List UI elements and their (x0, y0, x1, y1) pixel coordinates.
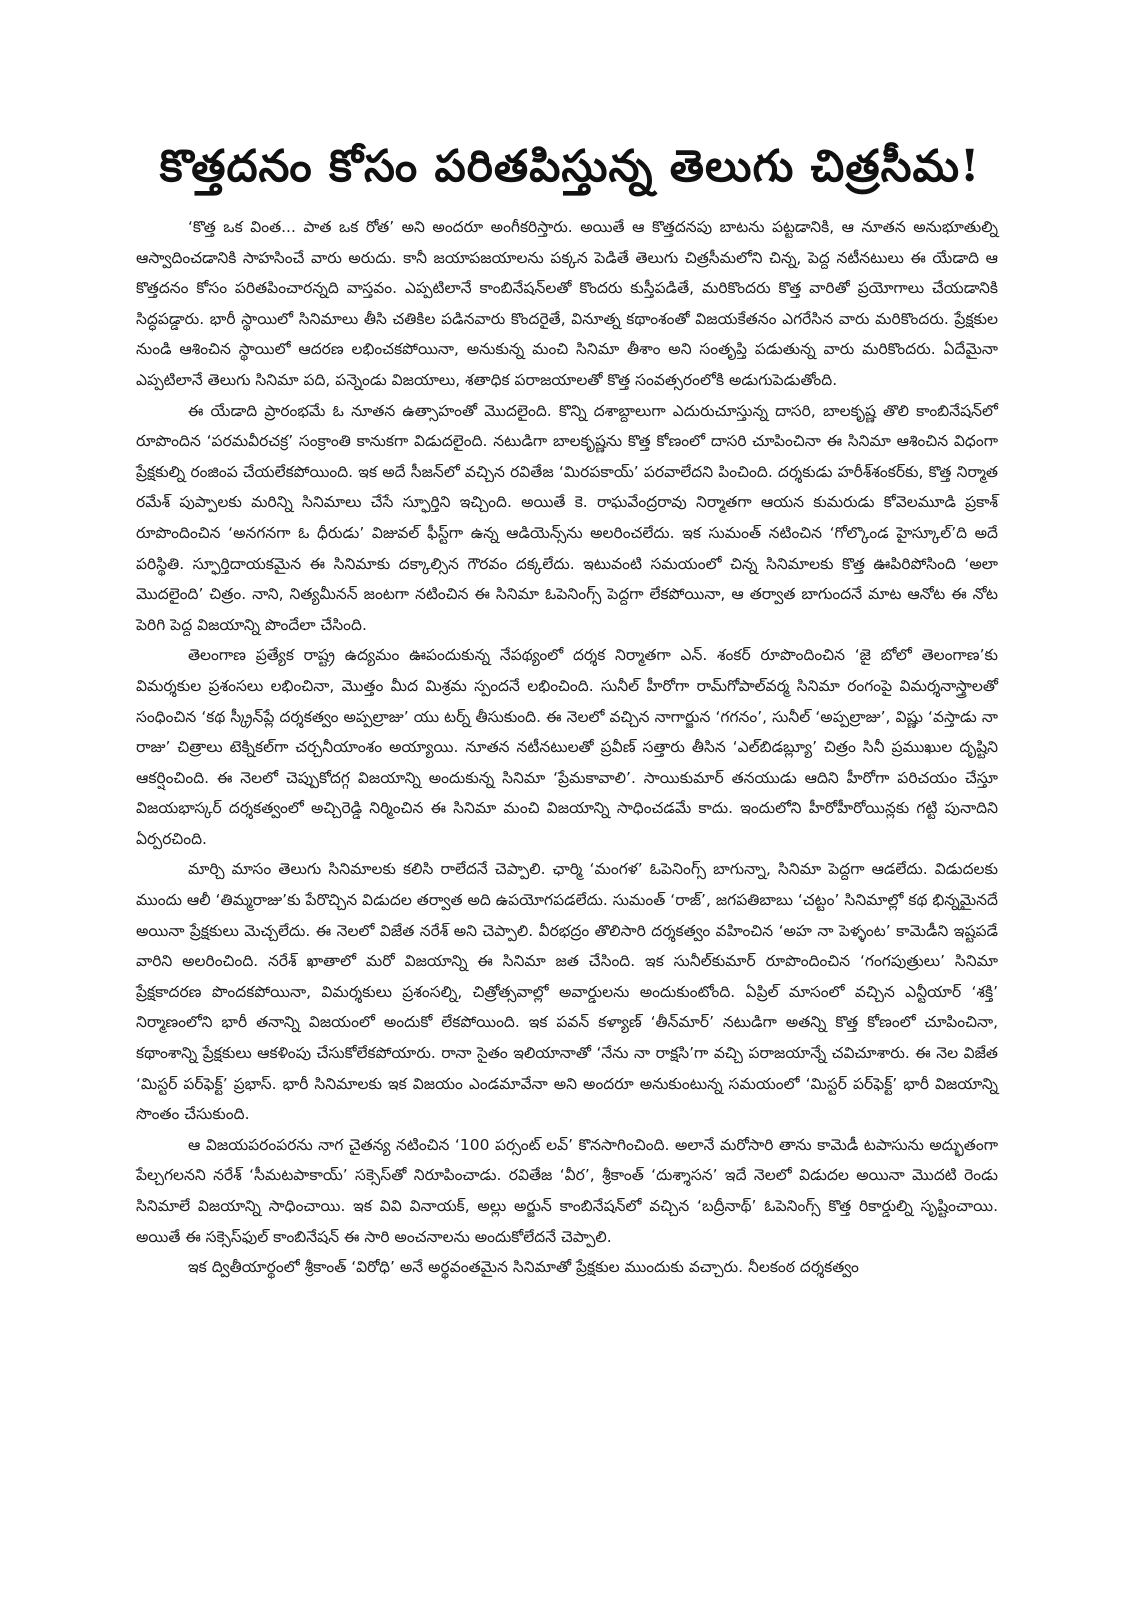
paragraph-6: ఇక ద్వితీయార్థంలో శ్రీకాంత్ ‘విరోధి’ అనే అర్థవంతమైన సినిమాతో ప్రేక్షకుల ముందుకు వచ్చారు. నీలకంఠ దర్శకత్వం (188, 1258, 859, 1277)
paragraph-5: ఆ విజయపరంపరను నాగ చైతన్య నటించిన ‘100 పర్సంట్ లవ్’ కొనసాగించింది. అలానే మరోసారి తాను కామెడీ టపాసును అద్భుతంగా పేల్చగలనని నరేశ్ ‘సీమటపాకాయ్’ సక్సెస్‌తో నిరూపించాడు. రవితేజ ‘వీర’, శ్రీకాంత్ ‘దుశ్శాసన’ ఇదే నెలలో విడుదల అయినా మొదటి రెండు సినిమాలే విజయాన్ని సాధించాయి. ఇక వివి వినాయక్, అల్లు అర్జున్ కాంబినేషన్‌లో వచ్చిన ‘బద్రీనాథ్’ ఓపెనింగ్స్ కొత్త రికార్డుల్ని సృష్టించాయి. అయితే ఈ సక్సెస్‌ఫుల్ కాంబినేషన్ ఈ సారి అంచనాలను అందుకోలేదనే చెప్పాలి. (136, 1135, 998, 1246)
article-title: కొత్తదనం కోసం పరితపిస్తున్న తెలుగు చిత్రసీమ! (159, 141, 981, 193)
paragraph-4: మార్చి మాసం తెలుగు సినిమాలకు కలిసి రాలేదనే చెప్పాలి. ఛార్మి ‘మంగళ’ ఓపెనింగ్స్ బాగున్నా, సినిమా పెద్దగా ఆడలేదు. విడుదలకు ముందు ఆలీ ‘తిమ్మరాజు’కు పేరొచ్చిన విడుదల తర్వాత అది ఉపయోగపడలేదు. సుమంత్ ‘రాజ్’, జగపతిబాబు ‘చట్టం’ సినిమాల్లో కథ భిన్నమైనదే అయినా ప్రేక్షకులు మెచ్చలేదు. ఈ నెలలో విజేత నరేశ్ అని చెప్పాలి. వీరభద్రం తొలిసారి దర్శకత్వం వహించిన ‘అహ నా పెళ్ళంట’ కామెడీని ఇష్టపడే వారిని అలరించింది. నరేశ్ ఖాతాలో మరో విజయాన్ని ఈ సినిమా జత చేసింది. ఇక సునీల్‌కుమార్ రూపొందించిన ‘గంగపుత్రులు’ సినిమా ప్రేక్షకాదరణ పొందకపోయినా, విమర్శకులు ప్రశంసల్ని, చిత్రోత్సవాల్లో అవార్డులను అందుకుంటోంది. ఏప్రిల్ మాసంలో వచ్చిన ఎన్టీయార్ ‘శక్తి’ నిర్మాణంలోని భారీ తనాన్ని విజయంలో అందుకో లేకపోయింది. ఇక పవన్ కళ్యాణ్ ‘తీన్‌మార్’ నటుడిగా అతన్ని కొత్త కోణంలో చూపించినా, కథాంశాన్ని ప్రేక్షకులు ఆకళింపు చేసుకోలేకపోయారు. రానా సైతం ఇలియానాతో ‘నేను నా రాక్షసి’గా వచ్చి పరాజయాన్నే చవిచూశారు. ఈ నెల విజేత ‘మిస్టర్ పర్‌ఫెక్ట్’ ప్రభాస్. భారీ సినిమాలకు ఇక విజయం ఎండమావేనా అని అందరూ అనుకుంటున్న సమయంలో ‘మిస్టర్ పర్‌ఫెక్ట్’ భారీ విజయాన్ని సొంతం చేసుకుంది. (136, 860, 998, 1124)
article-body (136, 212, 998, 1283)
paragraph-2: ఈ యేడాది ప్రారంభమే ఓ నూతన ఉత్సాహంతో మొదలైంది. కొన్ని దశాబ్దాలుగా ఎదురుచూస్తున్న దాసరి, బాలకృష్ణ తొలి కాంబినేషన్‌లో రూపొందిన ‘పరమవీరచక్ర’ సంక్రాంతి కానుకగా విడుదలైంది. నటుడిగా బాలకృష్ణను కొత్త కోణంలో దాసరి చూపించినా ఈ సినిమా ఆశించిన విధంగా ప్రేక్షకుల్ని రంజింప చేయలేకపోయింది. ఇక అదే సీజన్‌లో వచ్చిన రవితేజ ‘మిరపకాయ్’ పరవాలేదని పించింది. దర్శకుడు హరీశ్‌శంకర్‌కు, కొత్త నిర్మాత రమేశ్ పుప్పాలకు మరిన్ని సినిమాలు చేసే స్ఫూర్తిని ఇచ్చింది. అయితే కె. రాఘవేంద్రరావు నిర్మాతగా ఆయన కుమరుడు కోవెలమూడి ప్రకాశ్ రూపొందించిన ‘అనగనగా ఓ ధీరుడు’ విజువల్ ఫీస్ట్‌గా ఉన్న ఆడియెన్స్‌ను అలరించలేదు. ఇక సుమంత్ నటించిన ‘గోల్కొండ హైస్కూల్’ది అదే పరిస్థితి. స్ఫూర్తిదాయకమైన ఈ సినిమాకు దక్కాల్సిన గౌరవం దక్కలేదు. ఇటువంటి సమయంలో చిన్న సినిమాలకు కొత్త ఊపిరిపోసింది ‘అలా మొదలైంది’ చిత్రం. నాని, నిత్యమీనన్ జంటగా నటించిన ఈ సినిమా ఓపెనింగ్స్ పెద్దగా లేకపోయినా, ఆ తర్వాత బాగుందనే మాట ఆనోట ఈ నోట పెరిగి పెద్ద విజయాన్ని పొందేలా చేసింది. (136, 401, 998, 634)
paragraph-1: ‘కొత్త ఒక వింత... పాత ఒక రోత’ అని అందరూ అంగీకరిస్తారు. అయితే ఆ కొత్తదనపు బాటను పట్టడానికి, ఆ నూతన అనుభూతుల్ని ఆస్వాదించడానికి సాహసించే వారు అరుదు. కానీ జయాపజయాలను పక్కన పెడితే తెలుగు చిత్రసీమలోని చిన్న, పెద్ద నటీనటులు ఈ యేడాది ఆ కొత్తదనం కోసం పరితపించారన్నది వాస్తవం. ఎప్పటిలానే కాంబినేషన్‌లతో కొందరు కుస్తీపడితే, మరికొందరు కొత్త వారితో ప్రయోగాలు చేయడానికి సిద్ధపడ్డారు. భారీ స్థాయిలో సినిమాలు తీసి చతికిల పడినవారు కొందరైతే, వినూత్న కథాంశంతో విజయకేతనం ఎగరేసిన వారు మరికొందరు. ప్రేక్షకుల నుండి ఆశించిన స్థాయిలో ఆదరణ లభించకపోయినా, అనుకున్న మంచి సినిమా తీశాం అని సంతృప్తి పడుతున్న వారు మరికొందరు. ఏదేమైనా ఎప్పటిలానే తెలుగు సినిమా పది, పన్నెండు విజయాలు, శతాధిక పరాజయాలతో కొత్త సంవత్సరంలోకి అడుగుపెడుతోంది. (136, 218, 998, 389)
paragraph-3: తెలంగాణ ప్రత్యేక రాష్ట్ర ఉద్యమం ఊపందుకున్న నేపథ్యంలో దర్శక నిర్మాతగా ఎన్. శంకర్ రూపొందించిన ‘జై బోలో తెలంగాణ’కు విమర్శకుల ప్రశంసలు లభించినా, మొత్తం మీద మిశ్రమ స్పందనే లభించింది. సునీల్ హీరోగా రామ్‌గోపాల్‌వర్మ సినిమా రంగంపై విమర్శనాస్త్రాలతో సంధించిన ‘కథ స్క్రీన్‌ప్లే దర్శకత్వం అప్పల్రాజు’ యు టర్న్ తీసుకుంది. ఈ నెలలో వచ్చిన నాగార్జున ‘గగనం’, సునీల్ ‘అప్పల్రాజు’, విష్ణు ‘వస్తాడు నా రాజు’ చిత్రాలు టెక్నికల్‌గా చర్చనీయాంశం అయ్యాయి. నూతన నటీనటులతో ప్రవీణ్ సత్తారు తీసిన ‘ఎల్‌బిడబ్ల్యూ’ చిత్రం సినీ ప్రముఖుల దృష్టిని ఆకర్షించింది. ఈ నెలలో చెప్పుకోదగ్గ విజయాన్ని అందుకున్న సినిమా ‘ప్రేమకావాలి’. సాయికుమార్ తనయుడు ఆదిని హీరోగా పరిచయం చేస్తూ విజయభాస్కర్ దర్శకత్వంలో అచ్చిరెడ్డి నిర్మించిన ఈ సినిమా మంచి విజయాన్ని సాధించడమే కాదు. ఇందులోని హీరోహీరోయిన్లకు గట్టి పునాదిని ఏర్పరచింది. (136, 646, 998, 848)
